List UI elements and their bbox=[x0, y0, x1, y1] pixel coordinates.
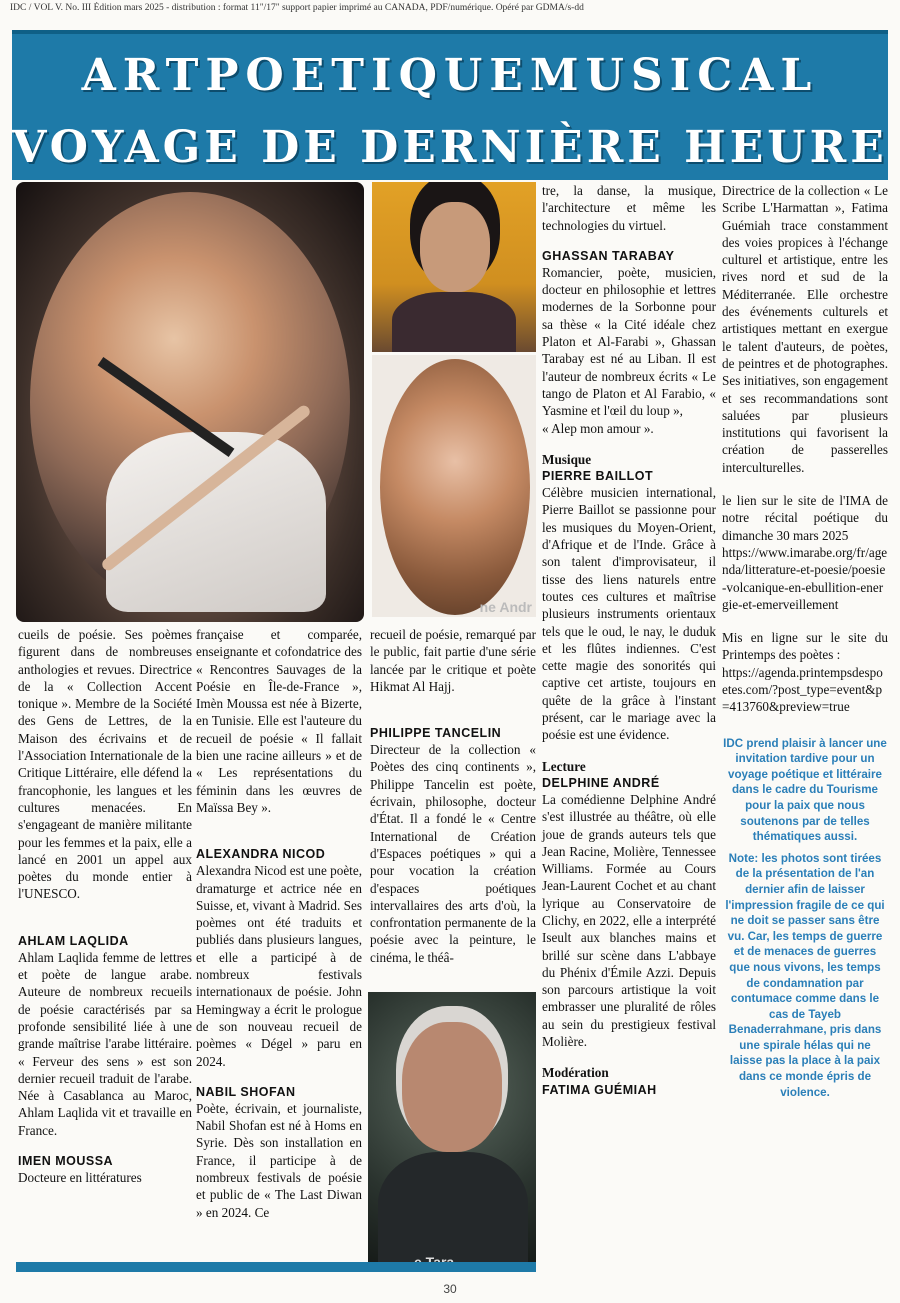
philippe-bio-cont: tre, la danse, la musique, l'architecture et même les technologies du virtuel. bbox=[542, 183, 716, 233]
printemps-intro: Mis en ligne sur le site du Printemps des poètes : bbox=[722, 630, 888, 663]
pierre-bio: Célèbre musicien international, Pierre Baillot se passionne pour les musiques du Moyen-Orient, d'Afrique et de l'Inde. Grâce à son talent d'improvisateur, il tisse des liens naturels entre toutes ces cultures et maîtrise plusieurs instruments orientaux tels que le oud, le nay, le duduk et les flûtes indiennes. C'est cette magie des sonorités qui captive cet artiste, toujours en quête de la grâce à l'instant présent, car le mariage avec la poésie est une évidence. bbox=[542, 485, 716, 743]
col1-intro-text: cueils de poésie. Ses poèmes figurent dans de nombreuses anthologies et revues. Directrice de la « Collection Accent tonique ». Membre de la Société des Gens de Lettres, de la Maison des écrivains et de l'Association Internationale de la Critique Littéraire, elle défend la francophonie, les langues et les cultures menacées. En s'engageant de manière militante pour les femmes et la paix, elle a lancé en 2001 un appel aux poètes du monde entier à l'UNESCO. bbox=[18, 627, 192, 902]
philippe-bio: Directeur de la collection « Poètes des cinq continents », Philippe Tancelin est poète, écrivain, philosophe, docteur d'État. Il a fondé le « Centre International de Création d'Espaces poétiques » qui a pour vocation la création d'espaces poétiques intervallaires des arts d'où, la confrontation permanente de la poésie avec la peinture, le cinéma, le théâ- bbox=[370, 742, 536, 965]
heading-imen-moussa: IMEN MOUSSA bbox=[18, 1154, 114, 1169]
subheading-musique: Musique bbox=[542, 451, 592, 467]
heading-alexandra-nicod: ALEXANDRA NICOD bbox=[196, 847, 326, 862]
column-5 bbox=[722, 182, 888, 1100]
nabil-bio: Poète, écrivain, et journaliste, Nabil Shofan est né à Homs en Syrie. Dès son installation en France, il participe à de nombreux festivals de poésie et public de « The Last Diwan » en 2024. Ce bbox=[196, 1100, 362, 1220]
footer-rule bbox=[16, 1262, 536, 1272]
fatima-bio: Directrice de la collection « Le Scribe L'Harmattan », Fatima Guémiah trace constamment des voies propices à l'échange culturel et artistique, entre les rives nord et sud de la Méditerranée. Elle orchestre des événements culturels et artistiques mettant en exergue le talent d'auteurs, de poètes, de peintres et de photographes. Ses initiatives, son engagement et ses recommandations sont saluées par plusieurs institutions qui favorisent la création de passerelles interculturelles. bbox=[722, 183, 888, 475]
edition-line: IDC / VOL V. No. III Édition mars 2025 - distribution : format 11"/17" support papier imprimé au CANADA, PDF/numérique. Opéré par GDMA/s-dd bbox=[10, 3, 584, 13]
column-3 bbox=[370, 626, 536, 966]
title-banner bbox=[12, 30, 888, 180]
heading-delphine-andre: DELPHINE ANDRÉ bbox=[542, 775, 660, 790]
subheading-lecture: Lecture bbox=[542, 758, 586, 774]
heading-ghassan-tarabay: GHASSAN TARABAY bbox=[542, 248, 675, 263]
nabil-bio-cont: recueil de poésie, remarqué par le public, fait partie d'une série lancée par le critique et poète Hikmat Al Hajj. bbox=[370, 627, 536, 694]
heading-fatima-guemiah: FATIMA GUÉMIAH bbox=[542, 1082, 657, 1097]
heading-pierre-baillot: PIERRE BAILLOT bbox=[542, 469, 654, 484]
photo-delphine-andre bbox=[372, 355, 536, 617]
banner-title-line2: VOYAGE DE DERNIÈRE HEURE bbox=[12, 122, 888, 173]
heading-philippe-tancelin: PHILIPPE TANCELIN bbox=[370, 726, 502, 741]
column-1 bbox=[18, 626, 192, 1186]
ghassan-bio: Romancier, poète, musicien, docteur en philosophie et lettres modernes de la Sorbonne pour sa thèse « la Cité idéale chez Platon et Al-Farabi », Ghassan Tarabay est né au Liban. Il est l'auteur de nombreux écrits « Le tango de Platon et Al Farabio, « Yasmine et l'œil du loup », bbox=[542, 264, 716, 419]
ima-link-intro: le lien sur le site de l'IMA de notre récital poétique du dimanche 30 mars 2025 bbox=[722, 493, 888, 543]
column-2 bbox=[196, 626, 362, 1221]
photo-ghassan-tarabay bbox=[368, 992, 536, 1272]
ima-link[interactable]: https://www.imarabe.org/fr/agenda/litterature-et-poesie/poesie-volcanique-en-ebullition-energie-et-emerveillement bbox=[722, 544, 888, 612]
photo-pierre-baillot bbox=[16, 182, 364, 622]
alexandra-bio: Alexandra Nicod est une poète, dramaturge et actrice née en Suisse, et, vivant à Madrid. Ses poèmes ont été traduits et publiés dans plusieurs langues, et elle a participé à de nombreux festivals internationaux de poésie. John Hemingway a écrit le prologue de son nouveau recueil de poèmes « Dégel » paru en 2024. bbox=[196, 863, 362, 1069]
subheading-moderation: Modération bbox=[542, 1065, 609, 1081]
printemps-link[interactable]: https://agenda.printempsdespoetes.com/?post_type=event&p=413760&preview=true bbox=[722, 664, 883, 715]
idc-invitation-note: IDC prend plaisir à lancer une invitation tardive pour un voyage poétique et littéraire dans le cadre du Tourisme pour la paix que nous soutenons par de telles thématiques aussi. bbox=[723, 736, 887, 844]
imen-bio-cont: française et comparée, enseignante et cofondatrice des « Rencontres Sauvages de la Poésie en Île-de-France », Imèn Moussa est née à Bizerte, en Tunisie. Elle est l'auteure du recueil de poésie « Il fallait bien une racine ailleurs » et de « Les représentations du féminin dans les œuvres de Maïssa Bey ». bbox=[196, 627, 362, 815]
imen-bio-start: Docteure en littératures bbox=[18, 1170, 142, 1186]
photo-ahlam-laqlida bbox=[372, 182, 536, 352]
banner-title-line1: ARTPOETIQUEMUSICAL bbox=[81, 50, 819, 101]
heading-nabil-shofan: NABIL SHOFAN bbox=[196, 1084, 296, 1099]
heading-ahlam-laqlida: AHLAM LAQLIDA bbox=[18, 933, 129, 948]
delphine-bio: La comédienne Delphine André s'est illustrée au théâtre, où elle joue de grands auteurs tels que Jean Racine, Molière, Tennessee Williams. Formée au Cours Jean-Laurent Cochet et au chant lyrique au Conservatoire de Clichy, en 2022, elle a interprété Iseult aux blanches mains et brillé sur scène dans L'abbaye du Phénix d'Émile Azzi. Depuis son parcours artistique la voit embrasser une pluralité de rôles au sein du prestigieux festival Molière. bbox=[542, 791, 716, 1050]
column-4 bbox=[542, 182, 716, 1098]
ghassan-bio-2: « Alep mon amour ». bbox=[542, 420, 654, 436]
ahlam-bio: Ahlam Laqlida femme de lettres et poète de langue arabe. Auteure de nombreux recueils de poésie caractérisés par sa profonde sensibilité liée à une grande maîtrise l'arabe littéraire. « Ferveur des sens » est son dernier recueil traduit de l'arabe. Née à Casablanca au Maroc, Ahlam Laqlida vit et travaille en France. bbox=[18, 949, 192, 1138]
photo-caption-delphine: ne Andr bbox=[479, 599, 532, 615]
photo-note: Note: les photos sont tirées de la présentation de l'an dernier afin de laisser l'impression fragile de ce qui ne doit se passer sans être vu. Car, les temps de guerre et de menaces de guerres que nous vivons, les temps de condamnation par contumace comme dans le cas de Tayeb Benaderrahmane, pris dans une spirale hélas qui ne laisse pas la place à la paix dans ce monde épris de violence. bbox=[725, 851, 885, 1099]
page-number: 30 bbox=[443, 1282, 457, 1296]
